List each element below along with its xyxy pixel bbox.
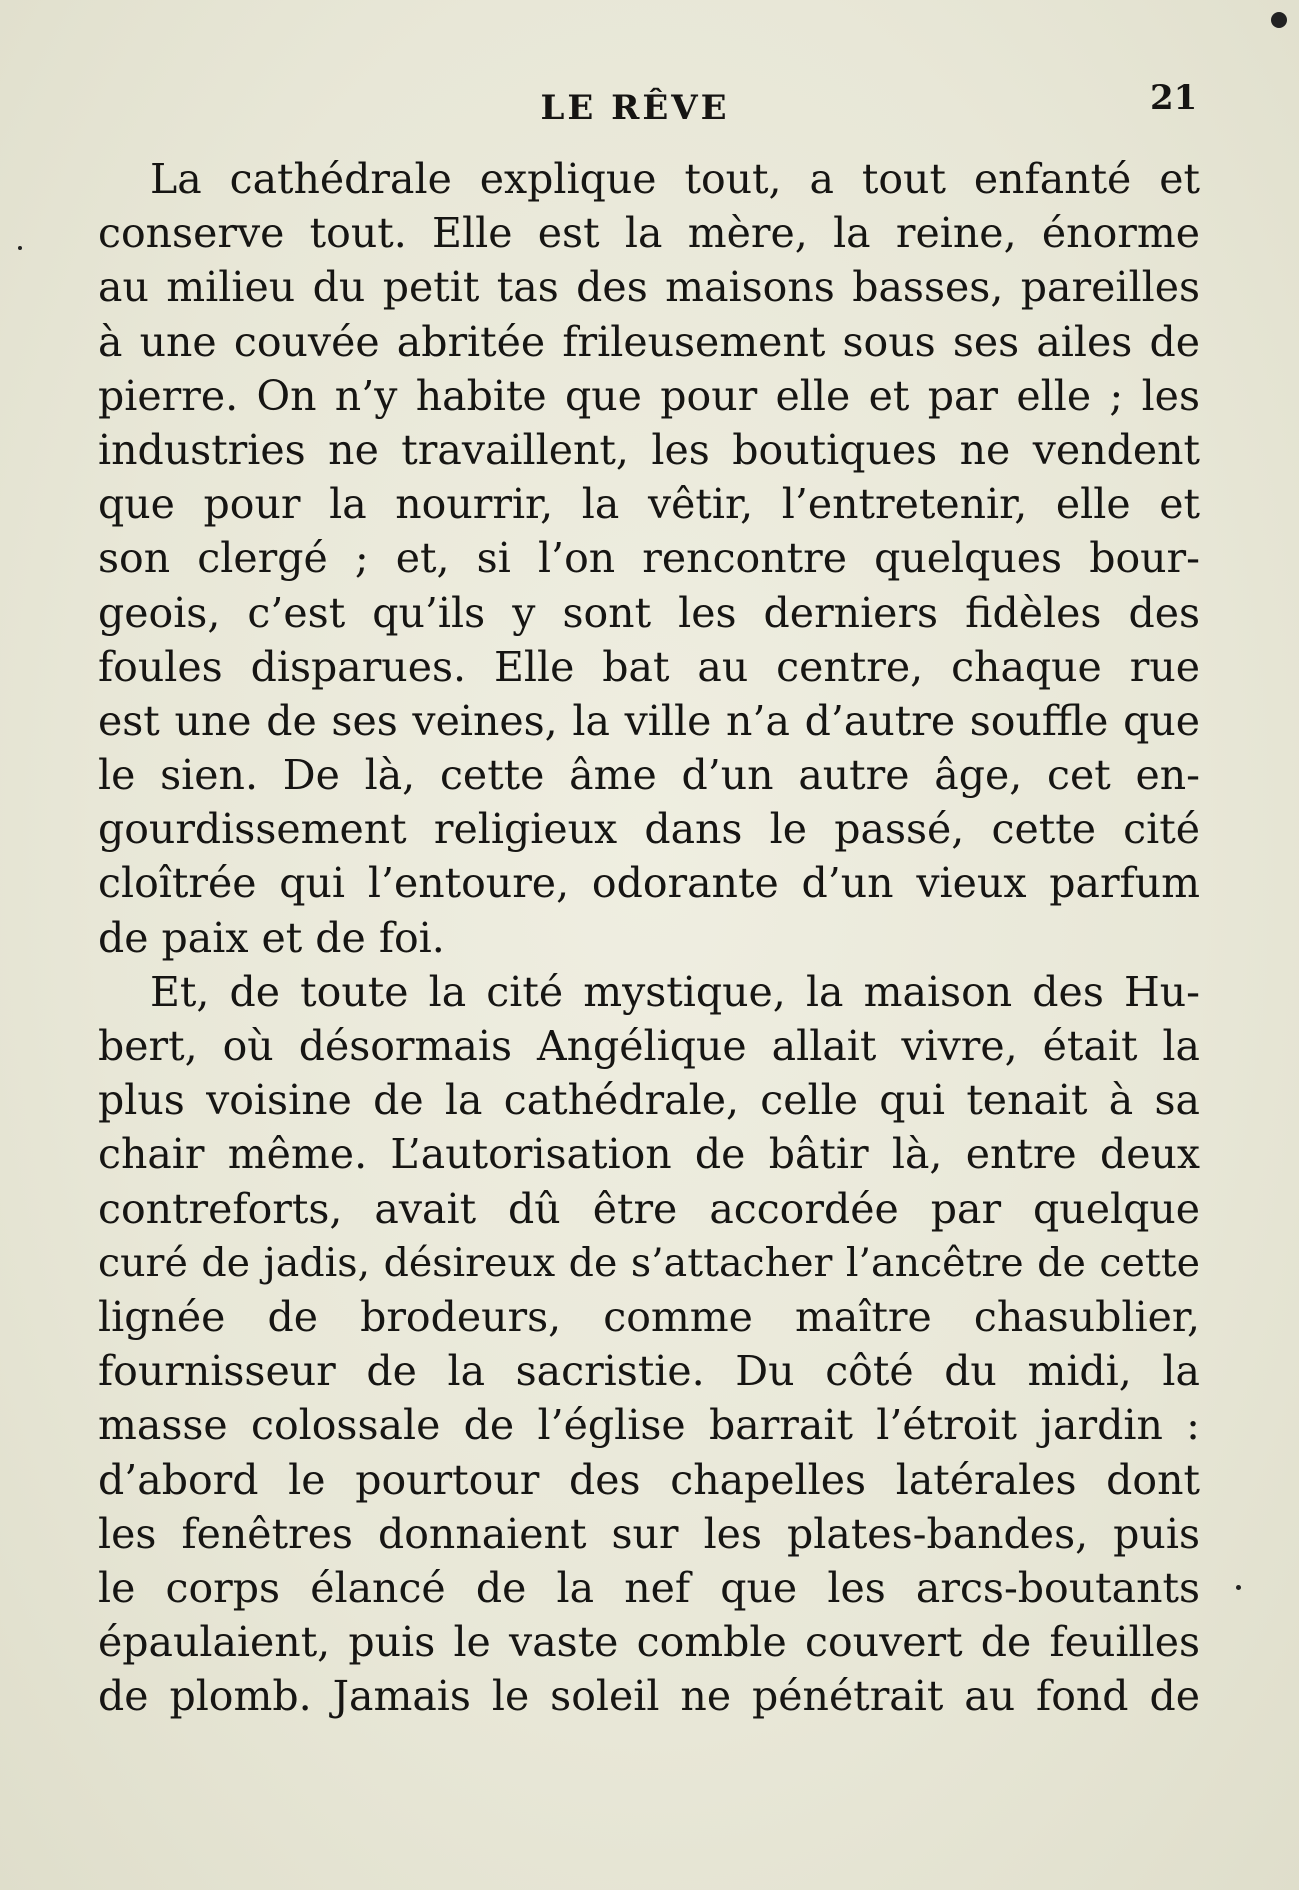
page-number: 21	[1150, 78, 1198, 118]
ink-speck	[1271, 12, 1287, 28]
text-line: Et, de toute la cité mystique, la maison des Hu-	[150, 967, 1200, 1016]
text-line: est une de ses veines, la ville n’a d’autre souffle que	[98, 696, 1200, 745]
text-line: geois, c’est qu’ils y sont les derniers fidèles des	[98, 588, 1200, 637]
text-line: le sien. De là, cette âme d’un autre âge, cet en-	[98, 751, 1200, 800]
text-line: à une couvée abritée frileusement sous ses ailes de	[98, 317, 1200, 366]
text-line: bert, où désormais Angélique allait vivre, était la	[98, 1022, 1200, 1070]
text-line: industries ne travaillent, les boutiques ne vendent	[98, 425, 1200, 474]
text-line: d’abord le pourtour des chapelles latérales dont	[98, 1455, 1200, 1504]
text-line: curé de jadis, désireux de s’attacher l’ancêtre de cette	[98, 1239, 1200, 1286]
text-line: de paix et de foi.	[98, 913, 445, 962]
ink-speck	[18, 246, 22, 250]
text-line: contreforts, avait dû être accordée par quelque	[98, 1184, 1200, 1233]
text-line: chair même. L’autorisation de bâtir là, entre deux	[98, 1130, 1200, 1179]
ink-speck	[1236, 1585, 1241, 1590]
text-line: La cathédrale explique tout, a tout enfanté et	[150, 155, 1200, 203]
text-line: fournisseur de la sacristie. Du côté du midi, la	[98, 1347, 1200, 1396]
text-line: plus voisine de la cathédrale, celle qui tenait à sa	[98, 1076, 1200, 1125]
text-line: de plomb. Jamais le soleil ne pénétrait au fond de	[98, 1672, 1200, 1721]
text-line: pierre. On n’y habite que pour elle et par elle ; les	[98, 371, 1200, 420]
text-line: au milieu du petit tas des maisons basses, pareilles	[98, 263, 1200, 312]
body-text	[98, 152, 1200, 1723]
text-line: son clergé ; et, si l’on rencontre quelques bour-	[98, 534, 1200, 583]
text-line: les fenêtres donnaient sur les plates-bandes, puis	[98, 1509, 1200, 1558]
text-line: masse colossale de l’église barrait l’étroit jardin :	[98, 1401, 1200, 1450]
text-line: épaulaient, puis le vaste comble couvert de feuilles	[98, 1618, 1200, 1667]
text-line: lignée de brodeurs, comme maître chasublier,	[98, 1292, 1200, 1341]
text-line: cloîtrée qui l’entoure, odorante d’un vieux parfum	[98, 859, 1200, 908]
text-line: conserve tout. Elle est la mère, la reine, énorme	[98, 209, 1200, 258]
text-line: que pour la nourrir, la vêtir, l’entretenir, elle et	[98, 480, 1200, 529]
text-line: foules disparues. Elle bat au centre, chaque rue	[98, 642, 1200, 691]
text-line: gourdissement religieux dans le passé, cette cité	[98, 805, 1200, 854]
text-line: le corps élancé de la nef que les arcs-boutants	[98, 1563, 1200, 1612]
running-header-title: LE RÊVE	[540, 88, 730, 128]
